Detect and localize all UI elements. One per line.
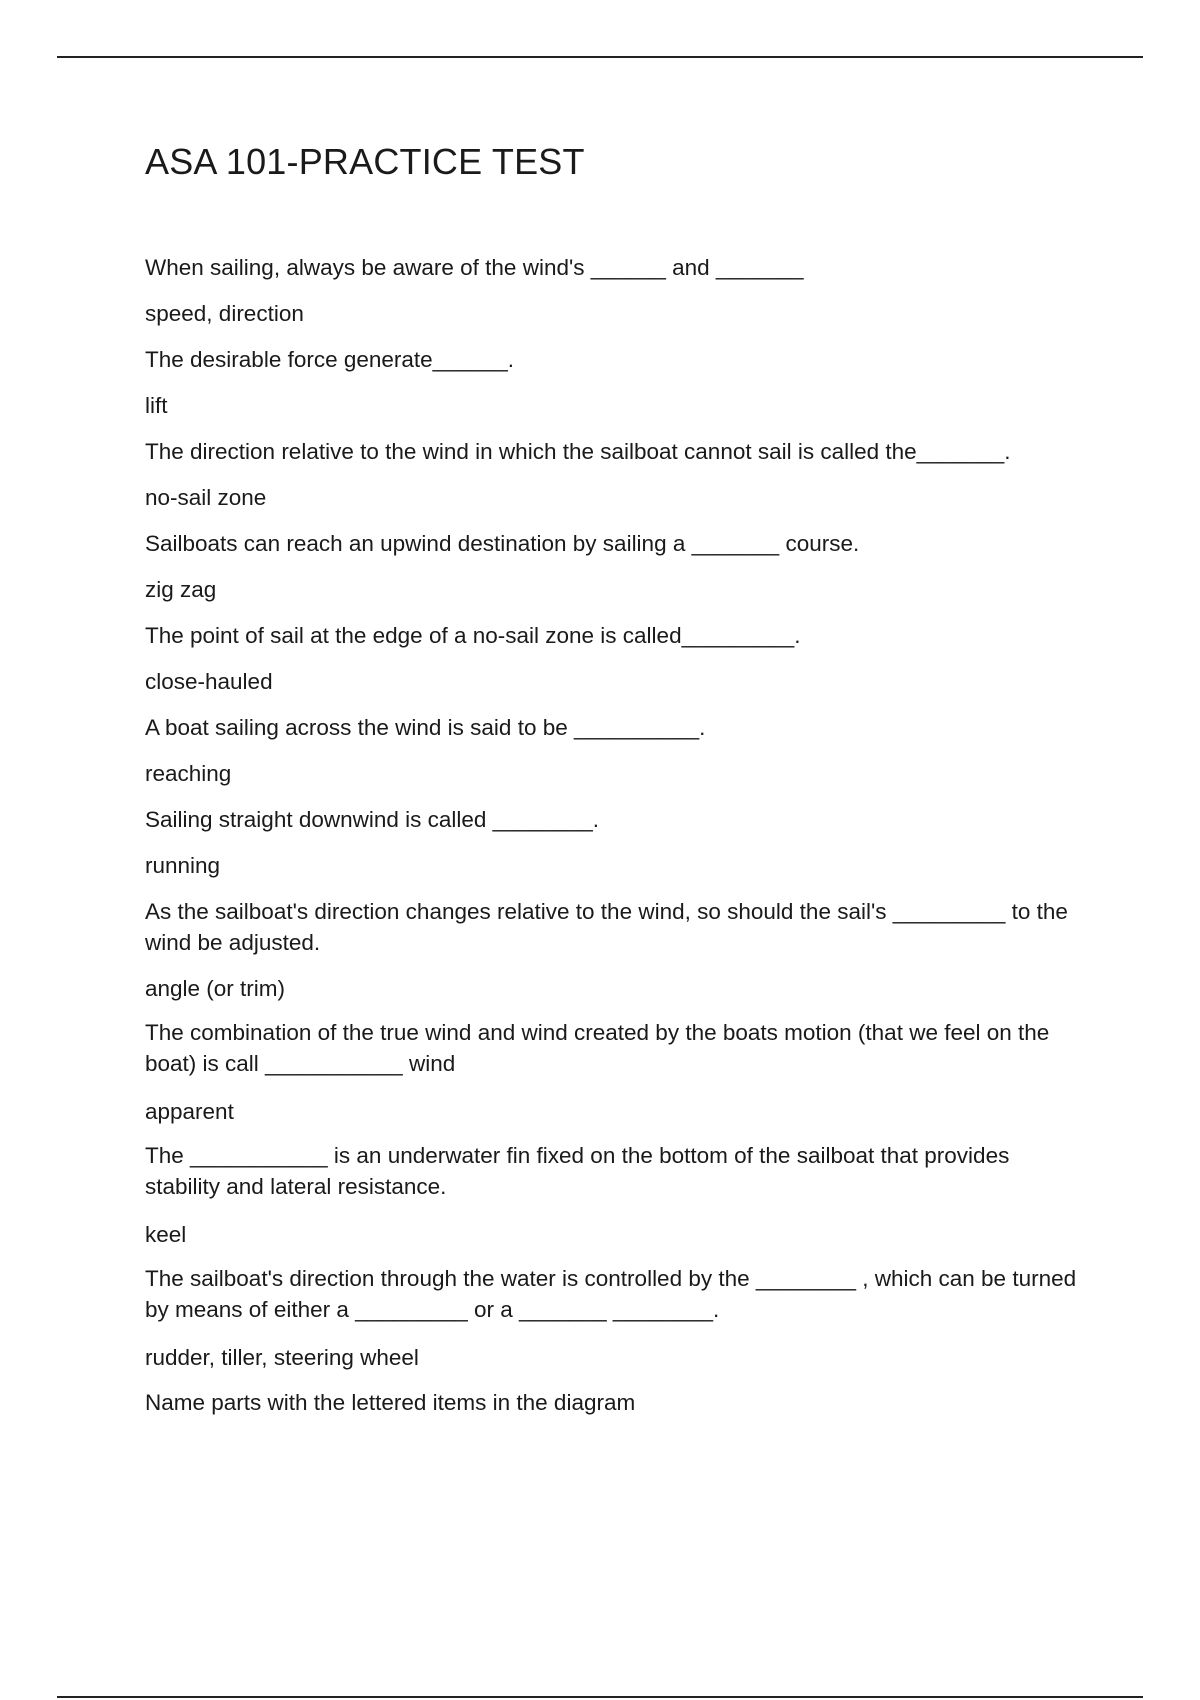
top-rule xyxy=(57,56,1143,58)
answer-text: reaching xyxy=(145,761,232,786)
question-text: The sailboat's direction through the water is controlled by the ________ , which can be turned by means of either a _________ or a _______ ________. xyxy=(145,1266,1083,1322)
question-text: Sailing straight downwind is called ________. xyxy=(145,807,600,832)
answer-text: zig zag xyxy=(145,577,217,602)
answer-text: close-hauled xyxy=(145,669,273,694)
question-text: The combination of the true wind and wind created by the boats motion (that we feel on the boat) is call ___________ wind xyxy=(145,1020,1056,1076)
answer-text: lift xyxy=(145,393,168,418)
answer-text: apparent xyxy=(145,1099,234,1124)
question-text: The ___________ is an underwater fin fixed on the bottom of the sailboat that provides stability and lateral resistance. xyxy=(145,1143,1016,1199)
answer-text: angle (or trim) xyxy=(145,976,286,1001)
question-text: A boat sailing across the wind is said to be __________. xyxy=(145,715,706,740)
question-text: When sailing, always be aware of the wind's ______ and _______ xyxy=(145,255,804,280)
answer-text: keel xyxy=(145,1222,187,1247)
answer-text: speed, direction xyxy=(145,301,304,326)
question-text: The direction relative to the wind in which the sailboat cannot sail is called the_______. xyxy=(145,439,1011,464)
question-text: The point of sail at the edge of a no-sail zone is called_________. xyxy=(145,623,801,648)
bottom-rule xyxy=(57,1696,1143,1698)
question-text: The desirable force generate______. xyxy=(145,347,515,372)
question-text: Name parts with the lettered items in the diagram xyxy=(145,1390,636,1415)
answer-text: rudder, tiller, steering wheel xyxy=(145,1345,419,1370)
question-text: Sailboats can reach an upwind destination by sailing a _______ course. xyxy=(145,531,860,556)
answer-text: running xyxy=(145,853,221,878)
question-text: As the sailboat's direction changes relative to the wind, so should the sail's _________ to the wind be adjusted. xyxy=(145,899,1075,955)
answer-text: no-sail zone xyxy=(145,485,267,510)
document-title: ASA 101-PRACTICE TEST xyxy=(145,141,585,182)
